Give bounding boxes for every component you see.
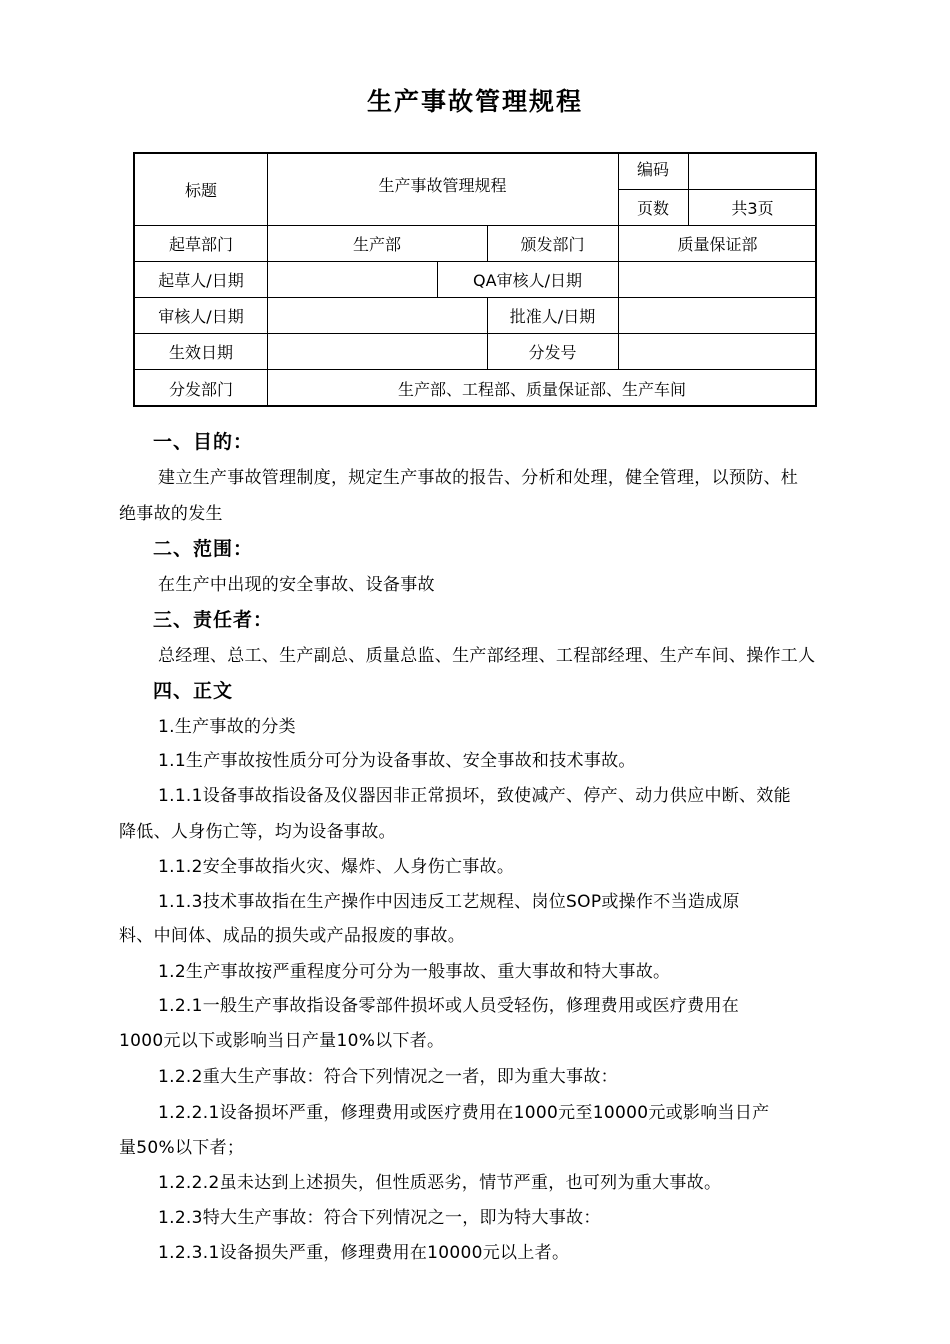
dist-no-label: 分发号 [528,342,577,362]
issue-dept-value: 质量保证部 [677,234,758,254]
paragraph-line: 1000元以下或影响当日产量10%以下者。 [119,1031,445,1051]
paragraph-line: 1.2.3.1设备损失严重，修理费用在10000元以上者。 [158,1243,570,1263]
draft-dept-value: 生产部 [352,234,401,254]
effective-date-label: 生效日期 [168,342,233,362]
paragraph-line: 1.生产事故的分类 [158,717,296,737]
section-heading-scope: 二、范围： [153,538,254,560]
paragraph-line: 建立生产事故管理制度，规定生产事故的报告、分析和处理，健全管理，以预防、杜 [158,468,799,488]
paragraph-line: 1.1.1设备事故指设备及仪器因非正常损坏，致使减产、停产、动力供应中断、效能 [158,786,791,806]
paragraph-line: 1.2.2重大生产事故：符合下列情况之一者，即为重大事故： [158,1067,618,1087]
paragraph-line: 1.1生产事故按性质分可分为设备事故、安全事故和技术事故。 [158,751,636,771]
paragraph-line: 量50%以下者； [119,1138,245,1158]
paragraph-line: 1.2.2.1设备损坏严重，修理费用或医疗费用在1000元至10000元或影响当日产 [158,1103,770,1123]
section-heading-body: 四、正文 [153,680,234,702]
drafter-label: 起草人/日期 [158,270,244,290]
draft-dept-label: 起草部门 [168,234,233,254]
document-title: 生产事故管理规程 [366,87,583,116]
reviewer-label: 审核人/日期 [158,306,244,326]
paragraph-line: 1.1.3技术事故指在生产操作中因违反工艺规程、岗位SOP或操作不当造成原 [158,892,740,912]
paragraph-line: 1.2.3特大生产事故：符合下列情况之一，即为特大事故： [158,1208,601,1228]
paragraph-line: 1.1.2安全事故指火灾、爆炸、人身伤亡事故。 [158,857,515,877]
paragraph-line: 降低、人身伤亡等，均为设备事故。 [119,822,396,842]
paragraph-line: 1.2.2.2虽未达到上述损失，但性质恶劣，情节严重，也可列为重大事故。 [158,1173,722,1193]
title-value: 生产事故管理规程 [378,175,507,195]
code-value [688,154,817,189]
section-heading-purpose: 一、目的： [153,431,254,453]
section-heading-responsible: 三、责任者： [153,609,274,631]
qa-reviewer-label: QA审核人/日期 [473,270,582,290]
paragraph-line: 1.2生产事故按严重程度分可分为一般事故、重大事故和特大事故。 [158,962,671,982]
issue-dept-label: 颁发部门 [520,234,585,254]
approver-label: 批准人/日期 [509,306,596,326]
paragraph-line: 绝事故的发生 [119,504,223,524]
paragraph-line: 1.2.1一般生产事故指设备零部件损坏或人员受轻伤，修理费用或医疗费用在 [158,996,740,1016]
dist-dept-label: 分发部门 [168,379,233,399]
pages-value: 共3页 [731,198,774,218]
dist-dept-value: 生产部、工程部、质量保证部、生产车间 [397,379,686,399]
pages-label: 页数 [636,198,669,218]
paragraph-line: 在生产中出现的安全事故、设备事故 [158,575,435,595]
paragraph-line: 料、中间体、成品的损失或产品报废的事故。 [119,926,465,946]
document-info-table [133,152,817,407]
paragraph-line: 总经理、总工、生产副总、质量总监、生产部经理、工程部经理、生产车间、操作工人 [158,646,816,666]
title-label: 标题 [184,181,217,200]
code-label: 编码 [636,159,669,179]
